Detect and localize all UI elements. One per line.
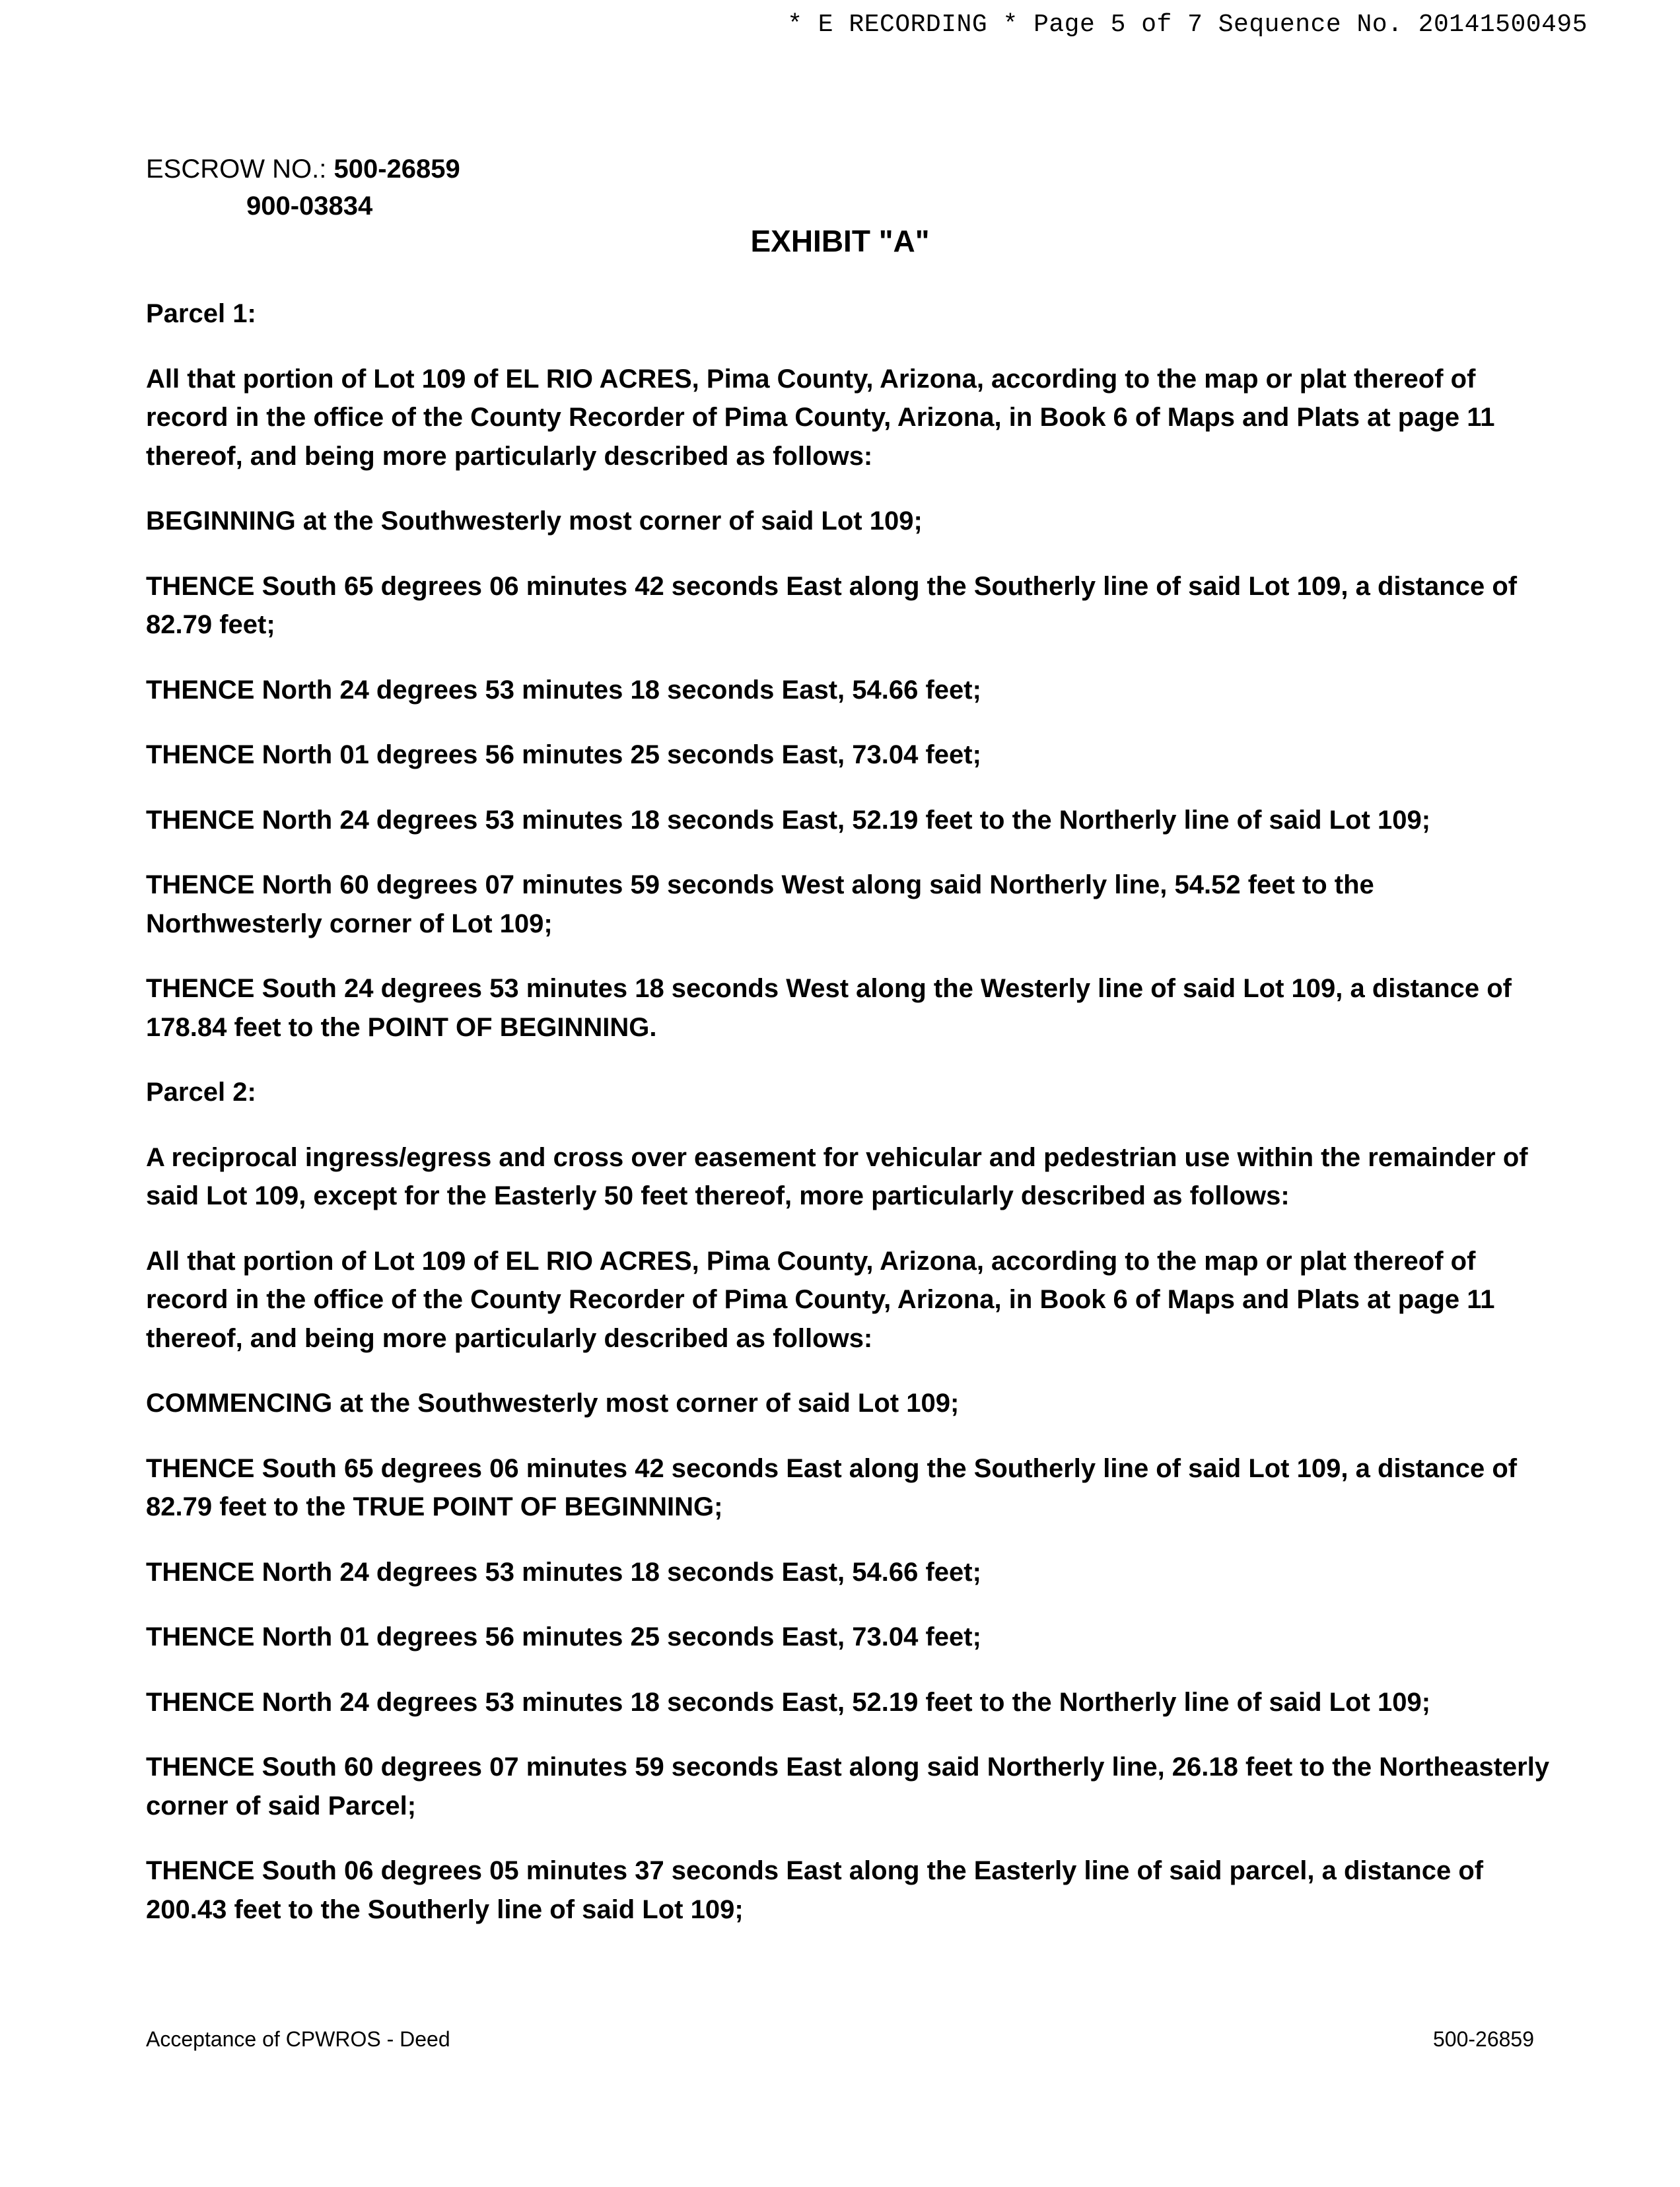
escrow-number-primary: 500-26859 [333, 155, 460, 184]
footer-escrow-number: 500-26859 [1432, 2027, 1534, 2051]
parcel-2-course-4: THENCE North 24 degrees 53 minutes 18 seconds East, 52.19 feet to the Northerly line of said Lot 109; [146, 1687, 1431, 1717]
parcel-1-beginning: BEGINNING at the Southwesterly most corner of said Lot 109; [146, 506, 923, 536]
parcel-1-intro: All that portion of Lot 109 of EL RIO ACRES, Pima County, Arizona, according to the map or plat thereof of record in the office of the County Recorder of Pima County, Arizona, in Book 6 of Maps and Plats at page 11 thereof, and being more particularly described as follows: [146, 364, 1495, 471]
escrow-number-secondary: 900-03834 [246, 191, 373, 221]
parcel-1-course-1: THENCE South 65 degrees 06 minutes 42 seconds East along the Southerly line of said Lot 109, a distance of 82.79 feet; [146, 571, 1518, 639]
exhibit-title: EXHIBIT "A" [750, 224, 930, 258]
parcel-2-heading: Parcel 2: [146, 1078, 256, 1107]
parcel-2-intro: All that portion of Lot 109 of EL RIO ACRES, Pima County, Arizona, according to the map or plat thereof of record in the office of the County Recorder of Pima County, Arizona, in Book 6 of Maps and Plats at page 11 thereof, and being more particularly described as follows: [146, 1246, 1495, 1353]
parcel-2-commencing: COMMENCING at the Southwesterly most corner of said Lot 109; [146, 1389, 960, 1418]
parcel-2-course-5: THENCE South 60 degrees 07 minutes 59 seconds East along said Northerly line, 26.18 feet to the Northeasterly corner of said Parcel; [146, 1753, 1550, 1821]
parcel-2-course-2: THENCE North 24 degrees 53 minutes 18 seconds East, 54.66 feet; [146, 1557, 981, 1587]
parcel-2-course-1: THENCE South 65 degrees 06 minutes 42 seconds East along the Southerly line of said Lot 109, a distance of 82.79 feet to the TRUE POINT OF BEGINNING; [146, 1453, 1518, 1521]
parcel-1-course-5: THENCE North 60 degrees 07 minutes 59 seconds West along said Northerly line, 54.52 feet to the Northwesterly corner of Lot 109; [146, 870, 1374, 938]
parcel-1-course-3: THENCE North 01 degrees 56 minutes 25 seconds East, 73.04 feet; [146, 740, 981, 769]
parcel-1-course-2: THENCE North 24 degrees 53 minutes 18 seconds East, 54.66 feet; [146, 675, 981, 705]
parcel-1-course-4: THENCE North 24 degrees 53 minutes 18 seconds East, 52.19 feet to the Northerly line of said Lot 109; [146, 805, 1431, 835]
legal-description [146, 295, 1553, 1955]
parcel-2-course-3: THENCE North 01 degrees 56 minutes 25 seconds East, 73.04 feet; [146, 1622, 981, 1651]
parcel-1-heading: Parcel 1: [146, 299, 256, 328]
parcel-2-easement: A reciprocal ingress/egress and cross over easement for vehicular and pedestrian use within the remainder of said Lot 109, except for the Easterly 50 feet thereof, more particularly described as follows: [146, 1142, 1528, 1210]
escrow-block [146, 151, 460, 225]
recording-header: * E RECORDING * Page 5 of 7 Sequence No. 20141500495 [787, 11, 1588, 39]
parcel-1-course-6: THENCE South 24 degrees 53 minutes 18 seconds West along the Westerly line of said Lot 109, a distance of 178.84 feet to the POINT OF BEGINNING. [146, 974, 1512, 1042]
footer-document-title: Acceptance of CPWROS - Deed [146, 2027, 450, 2051]
parcel-2-course-6: THENCE South 06 degrees 05 minutes 37 seconds East along the Easterly line of said parcel, a distance of 200.43 feet to the Southerly line of said Lot 109; [146, 1856, 1484, 1924]
escrow-label: ESCROW NO.: [146, 155, 334, 184]
